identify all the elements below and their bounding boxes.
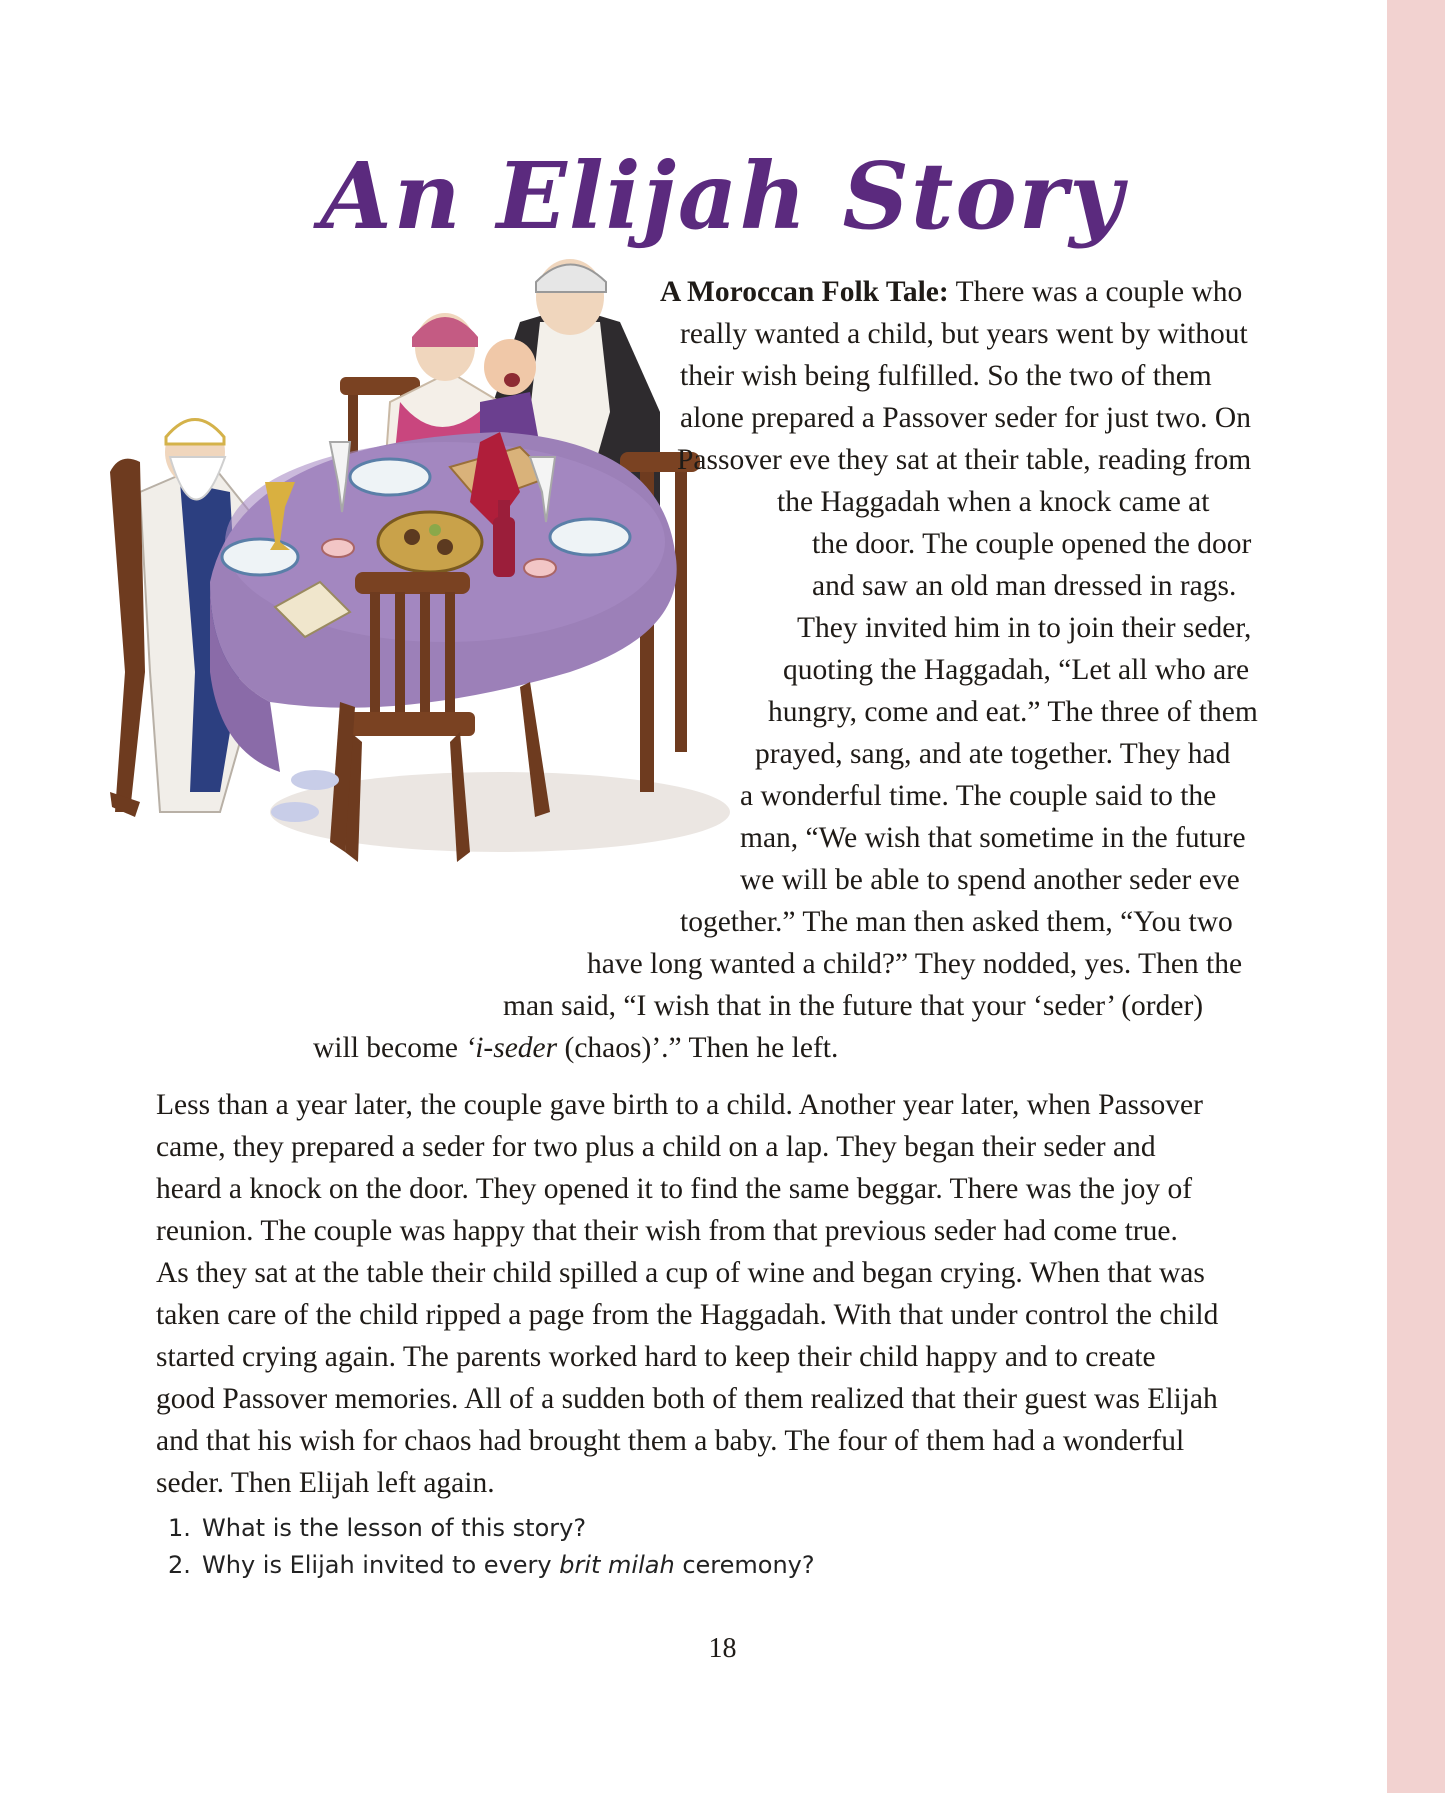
story-line-1-text: There was a couple who	[948, 276, 1243, 308]
question-2-text-a: Why is Elijah invited to every	[202, 1551, 560, 1579]
story-line-13: a wonderful time. The couple said to the	[740, 780, 1217, 812]
question-1	[168, 1516, 586, 1540]
body-line-6: taken care of the child ripped a page from the Haggadah. With that under control the child	[156, 1299, 1219, 1331]
body-line-3: heard a knock on the door. They opened it to find the same beggar. There was the joy of	[156, 1173, 1193, 1205]
body-line-5: As they sat at the table their child spilled a cup of wine and began crying. When that was	[156, 1257, 1205, 1289]
story-line-19	[313, 1034, 838, 1064]
question-2	[168, 1553, 815, 1577]
story-line-19-italic: ‘i-seder	[465, 1032, 558, 1064]
story-line-12: prayed, sang, and ate together. They had	[755, 738, 1231, 770]
question-2-italic: brit milah	[559, 1551, 675, 1579]
story-line-6: the Haggadah when a knock came at	[777, 486, 1210, 518]
page-number: 18	[708, 1633, 737, 1664]
page-side-band	[1387, 0, 1445, 1793]
body-line-4: reunion. The couple was happy that their wish from that previous seder had come true.	[156, 1215, 1178, 1247]
story-line-9: They invited him in to join their seder,	[797, 612, 1252, 644]
story-line-1	[660, 278, 1242, 308]
story-line-2: really wanted a child, but years went by without	[680, 318, 1248, 350]
story-lead: A Moroccan Folk Tale:	[660, 276, 949, 308]
body-line-2: came, they prepared a seder for two plus a child on a lap. They began their seder and	[156, 1131, 1156, 1163]
body-line-9: and that his wish for chaos had brought them a baby. The four of them had a wonderful	[156, 1425, 1185, 1457]
question-1-text: What is the lesson of this story?	[202, 1514, 587, 1542]
story-line-8: and saw an old man dressed in rags.	[812, 570, 1237, 602]
body-line-8: good Passover memories. All of a sudden both of them realized that their guest was Elijah	[156, 1383, 1218, 1415]
question-2-text-b: ceremony?	[674, 1551, 815, 1579]
body-line-10: seder. Then Elijah left again.	[156, 1467, 495, 1499]
story-line-5: Passover eve they sat at their table, reading from	[677, 444, 1252, 476]
story-line-17: have long wanted a child?” They nodded, yes. Then the	[587, 948, 1243, 980]
story-line-14: man, “We wish that sometime in the future	[740, 822, 1246, 854]
story-line-10: quoting the Haggadah, “Let all who are	[783, 654, 1250, 686]
question-2-number: 2.	[168, 1551, 191, 1579]
story-line-11: hungry, come and eat.” The three of them	[768, 696, 1258, 728]
story-line-19-b: (chaos)’.” Then he left.	[557, 1032, 839, 1064]
story-line-7: the door. The couple opened the door	[812, 528, 1252, 560]
body-line-7: started crying again. The parents worked hard to keep their child happy and to create	[156, 1341, 1156, 1373]
story-line-19-a: will become	[313, 1032, 466, 1064]
body-line-1: Less than a year later, the couple gave birth to a child. Another year later, when Passover	[156, 1089, 1203, 1121]
story-line-4: alone prepared a Passover seder for just two. On	[680, 402, 1251, 434]
story-line-3: their wish being fulfilled. So the two of them	[680, 360, 1212, 392]
story-line-16: together.” The man then asked them, “You two	[680, 906, 1233, 938]
question-1-number: 1.	[168, 1514, 191, 1542]
page-title: An Elijah Story	[320, 142, 1125, 250]
story-line-18: man said, “I wish that in the future that your ‘seder’ (order)	[503, 990, 1204, 1022]
story-line-15: we will be able to spend another seder eve	[740, 864, 1240, 896]
